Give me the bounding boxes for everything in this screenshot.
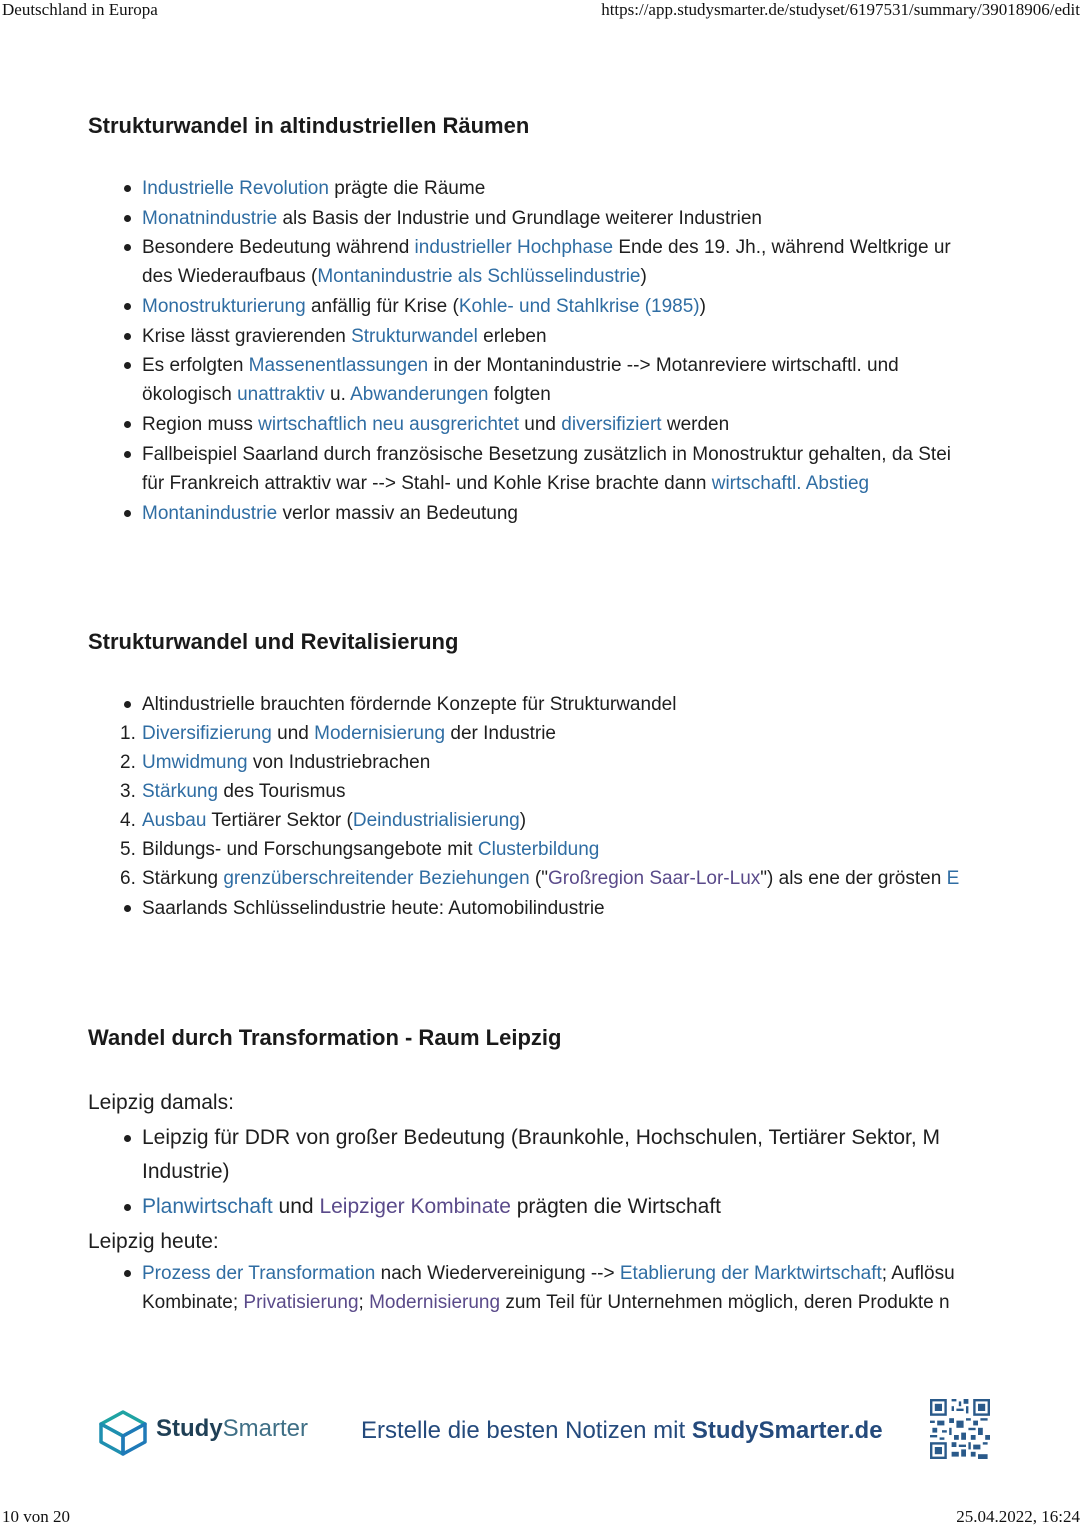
text-fragment: Altindustrielle brauchten fördernde Konzepte für Strukturwandel [142,694,677,715]
list-item [142,410,729,439]
list-item [142,174,485,203]
term-link: Montanindustrie [142,503,278,524]
text-fragment: Krise lässt gravierenden [142,326,352,347]
term-link: Modernisierung [314,723,446,744]
text-fragment: anfällig für Krise ( [305,296,459,317]
numbered-item [142,777,345,806]
list-item [142,1259,955,1288]
term-link: wirtschaftl. Abstieg [711,473,870,494]
list-item [142,440,951,469]
list-item [142,292,706,321]
bullet [124,303,131,310]
term-link: Ausbau [142,810,207,831]
text-fragment: Kombinate; [142,1292,244,1313]
text-fragment: Leipzig für DDR von großer Bedeutung (Braunkohle, Hochschulen, Tertiärer Sektor, M [142,1126,941,1149]
list-item [142,1190,721,1224]
bullet [124,333,131,340]
bullet [124,421,131,428]
text-fragment: werden [661,414,730,435]
studysmarter-footer [0,1395,1080,1475]
text-fragment: verlor massiv an Bedeutung [277,503,518,524]
term-link: Massenentlassungen [248,355,429,376]
text-fragment: folgten [488,384,551,405]
text-fragment: Industrie) [142,1160,230,1183]
bullet [124,215,131,222]
list-item [142,204,762,233]
text-fragment: Fallbeispiel Saarland durch französische Besetzung zusätzlich in Monostruktur gehalten, da Stei [142,444,952,465]
list-item-continuation [142,380,551,409]
list-item [142,322,547,351]
term-link: Stärkung [142,781,219,802]
numbered-item [142,719,556,748]
section-title-strukturwandel: Strukturwandel in altindustriellen Räumen [88,113,530,138]
list-item [142,233,951,262]
list-item-continuation [142,1155,230,1189]
subheading-damals: Leipzig damals: [88,1091,234,1114]
print-datetime: 25.04.2022, 16:24 [956,1507,1080,1526]
section-title-leipzig: Wandel durch Transformation - Raum Leipzig [88,1025,562,1050]
text-fragment: der Industrie [445,723,557,744]
text-fragment: erleben [477,326,547,347]
term-link: Planwirtschaft [142,1195,273,1218]
text-fragment: ) [699,296,706,317]
term-link: Privatisierung [243,1292,359,1313]
list-item-continuation [142,469,869,498]
term-link: Modernisierung [369,1292,501,1313]
text-fragment: Besondere Bedeutung während [142,237,415,258]
studysmarter-logo-icon [97,1409,149,1457]
text-fragment: von Industriebrachen [247,752,431,773]
text-fragment: ; Auflösu [881,1263,955,1284]
list-item [142,1121,940,1155]
print-header-url: https://app.studysmarter.de/studyset/6197531/summary/39018906/edit [601,0,1080,19]
text-fragment: Region muss [142,414,259,435]
text-fragment: ; [358,1292,370,1313]
term-link: Abwanderungen [350,384,489,405]
list-item-continuation [142,1288,950,1317]
numbered-item [142,835,599,864]
text-fragment: des Tourismus [218,781,346,802]
term-link: grenzüberschreitender Beziehungen [223,868,530,889]
list-number: 1. [120,723,136,744]
list-number: 4. [120,810,136,831]
section-title-revitalisierung: Strukturwandel und Revitalisierung [88,629,459,654]
list-number: 5. [120,839,136,860]
text-fragment: StudySmarter.de [691,1417,883,1444]
numbered-item [142,864,959,893]
list-item [142,499,518,528]
text-fragment: ökologisch [142,384,238,405]
bullet [124,1270,131,1277]
bullet [124,185,131,192]
text-fragment: für Frankreich attraktiv war --> Stahl- und Kohle Krise brachte dann [142,473,712,494]
bullet [124,451,131,458]
list-number: 3. [120,781,136,802]
text-fragment: in der Montanindustrie --> Motanreviere wirtschaftl. und [428,355,899,376]
text-fragment: prägten die Wirtschaft [510,1195,721,1218]
qr-code-icon[interactable] [930,1399,990,1459]
bullet [124,244,131,251]
text-fragment: Es erfolgten [142,355,249,376]
text-fragment: Erstelle die besten Notizen mit [361,1417,692,1444]
bullet [124,1204,131,1211]
term-link: Industrielle Revolution [142,178,329,199]
print-header-title: Deutschland in Europa [2,0,158,19]
list-number: 2. [120,752,136,773]
text-fragment: als Basis der Industrie und Grundlage weiterer Industrien [277,208,762,229]
text-fragment: zum Teil für Unternehmen möglich, deren Produkte n [500,1292,950,1313]
text-fragment: u. [324,384,351,405]
term-link: Umwidmung [142,752,248,773]
term-link: Kohle- und Stahlkrise (1985) [458,296,700,317]
text-fragment: nach Wiedervereinigung --> [375,1263,620,1284]
text-fragment: prägte die Räume [328,178,486,199]
page-number: 10 von 20 [2,1507,70,1526]
list-item-continuation [142,262,647,291]
text-fragment: ) [640,266,647,287]
text-fragment: Smarter [222,1415,309,1442]
text-fragment: und [272,1195,320,1218]
text-fragment: Bildungs- und Forschungsangebote mit [142,839,478,860]
text-fragment: ") als ene der grösten [760,868,947,889]
term-link: Etablierung der Marktwirtschaft [619,1263,882,1284]
term-link: industrieller Hochphase [414,237,614,258]
list-item [142,690,676,719]
text-fragment: Ende des 19. Jh., während Weltkrige ur [613,237,951,258]
bullet [124,905,131,912]
print-footer [0,1507,1080,1527]
term-link: Montanindustrie als Schlüsselindustrie [317,266,641,287]
list-item [142,894,605,923]
section3-content [0,1084,995,1324]
text-fragment: des Wiederaufbaus ( [142,266,318,287]
text-fragment: Saarlands Schlüsselindustrie heute: Automobilindustrie [142,898,605,919]
term-link: wirtschaftlich neu ausgrerichtet [258,414,520,435]
list-number: 6. [120,868,136,889]
text-fragment: Stärkung [142,868,224,889]
bullet [124,362,131,369]
numbered-item [142,806,526,835]
term-link: Großregion Saar-Lor-Lux [548,868,761,889]
term-link: unattraktiv [237,384,325,405]
term-link: Prozess der Transformation [142,1263,376,1284]
numbered-item [142,748,430,777]
term-link: Deindustrialisierung [352,810,520,831]
term-link: Strukturwandel [351,326,478,347]
term-link: Monatnindustrie [142,208,278,229]
studysmarter-logo-text [156,1415,308,1443]
term-link: Leipziger Kombinate [319,1195,511,1218]
text-fragment: ) [519,810,527,831]
section2-list [0,686,995,926]
bullet [124,701,131,708]
subheading-heute: Leipzig heute: [88,1230,219,1253]
term-link: diversifiziert [561,414,662,435]
term-link: Monostrukturierung [142,296,306,317]
bullet [124,1135,131,1142]
term-link: Diversifizierung [142,723,272,744]
section1-list [0,170,995,540]
text-fragment: Tertiärer Sektor ( [206,810,353,831]
footer-cta-link[interactable] [361,1417,883,1445]
term-link: E [946,868,960,889]
text-fragment: und [519,414,562,435]
text-fragment: (" [529,868,549,889]
term-link: Clusterbildung [477,839,600,860]
text-fragment: Study [156,1415,223,1442]
bullet [124,510,131,517]
text-fragment: und [271,723,315,744]
list-item [142,351,899,380]
